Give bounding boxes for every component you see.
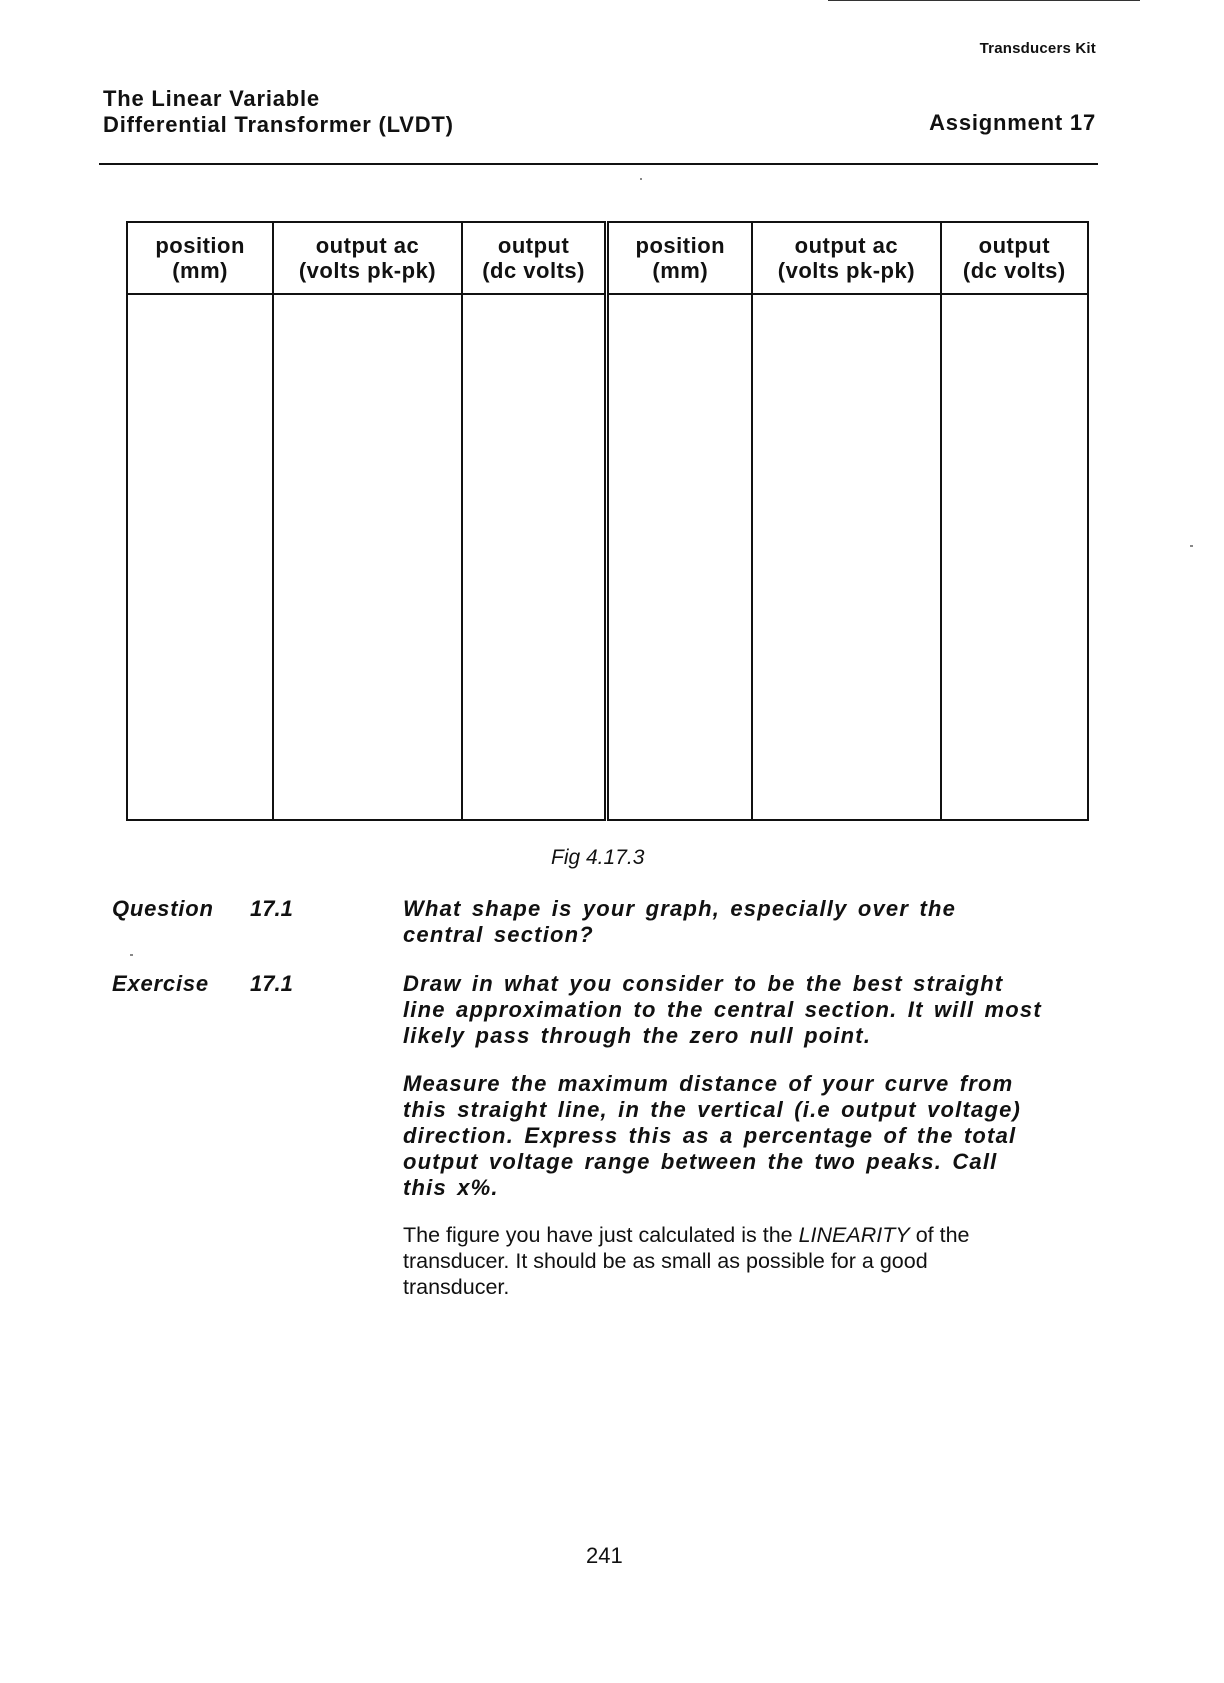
linearity-term: LINEARITY <box>798 1223 910 1247</box>
running-header-kit: Transducers Kit <box>979 40 1096 57</box>
scan-edge-line <box>828 0 1140 1</box>
exercise-paragraph-2 <box>403 1071 1143 1201</box>
col-header-position-2: position (mm) <box>607 222 752 294</box>
table-row <box>127 294 1088 820</box>
question-line-2: central section? <box>403 922 594 947</box>
conclusion-line-3: transducer. <box>403 1275 510 1299</box>
scan-speck <box>1190 545 1193 547</box>
exercise-paragraph-1 <box>403 971 1143 1049</box>
exercise-number: 17.1 <box>250 971 293 996</box>
page-number: 241 <box>586 1543 623 1568</box>
question-number: 17.1 <box>250 896 293 921</box>
blank-cell-position-2[interactable] <box>607 294 752 820</box>
col-header-output-dc-1: output (dc volts) <box>462 222 607 294</box>
figure-caption: Fig 4.17.3 <box>551 846 645 869</box>
table-header-row <box>127 222 1088 294</box>
scan-speck <box>640 178 642 180</box>
scan-speck <box>130 954 133 956</box>
title-line-2: Differential Transformer (LVDT) <box>103 112 454 137</box>
exercise-p2-line-5: this x%. <box>403 1175 499 1200</box>
col-header-output-ac-1: output ac (volts pk-pk) <box>273 222 461 294</box>
measurement-table <box>126 221 1089 821</box>
exercise-p1-line-1: Draw in what you consider to be the best straight <box>403 971 1004 996</box>
header-rule <box>99 163 1098 165</box>
exercise-label: Exercise <box>112 971 209 996</box>
blank-cell-output-ac-2[interactable] <box>752 294 940 820</box>
col-header-position-1: position (mm) <box>127 222 273 294</box>
title-line-1: The Linear Variable <box>103 86 320 111</box>
conclusion-line-1: The figure you have just calculated is the LINEARITY of the <box>403 1223 970 1247</box>
col-header-output-dc-2: output (dc volts) <box>941 222 1088 294</box>
exercise-p1-line-3: likely pass through the zero null point. <box>403 1023 872 1048</box>
assignment-number: Assignment 17 <box>929 110 1096 135</box>
conclusion-line-2: transducer. It should be as small as possible for a good <box>403 1249 928 1273</box>
question-text <box>403 896 1143 948</box>
exercise-p1-line-2: line approximation to the central section. It will most <box>403 997 1042 1022</box>
col-header-output-ac-2: output ac (volts pk-pk) <box>752 222 940 294</box>
question-label: Question <box>112 896 214 921</box>
exercise-p2-line-4: output voltage range between the two peaks. Call <box>403 1149 998 1174</box>
blank-cell-position-1[interactable] <box>127 294 273 820</box>
blank-cell-output-ac-1[interactable] <box>273 294 461 820</box>
question-line-1: What shape is your graph, especially over the <box>403 896 957 921</box>
blank-cell-output-dc-2[interactable] <box>941 294 1088 820</box>
exercise-p2-line-1: Measure the maximum distance of your curve from <box>403 1071 1014 1096</box>
page-title <box>103 86 454 138</box>
exercise-p2-line-3: direction. Express this as a percentage of the total <box>403 1123 1017 1148</box>
blank-cell-output-dc-1[interactable] <box>462 294 607 820</box>
exercise-p2-line-2: this straight line, in the vertical (i.e output voltage) <box>403 1097 1022 1122</box>
conclusion-paragraph <box>403 1222 1103 1300</box>
